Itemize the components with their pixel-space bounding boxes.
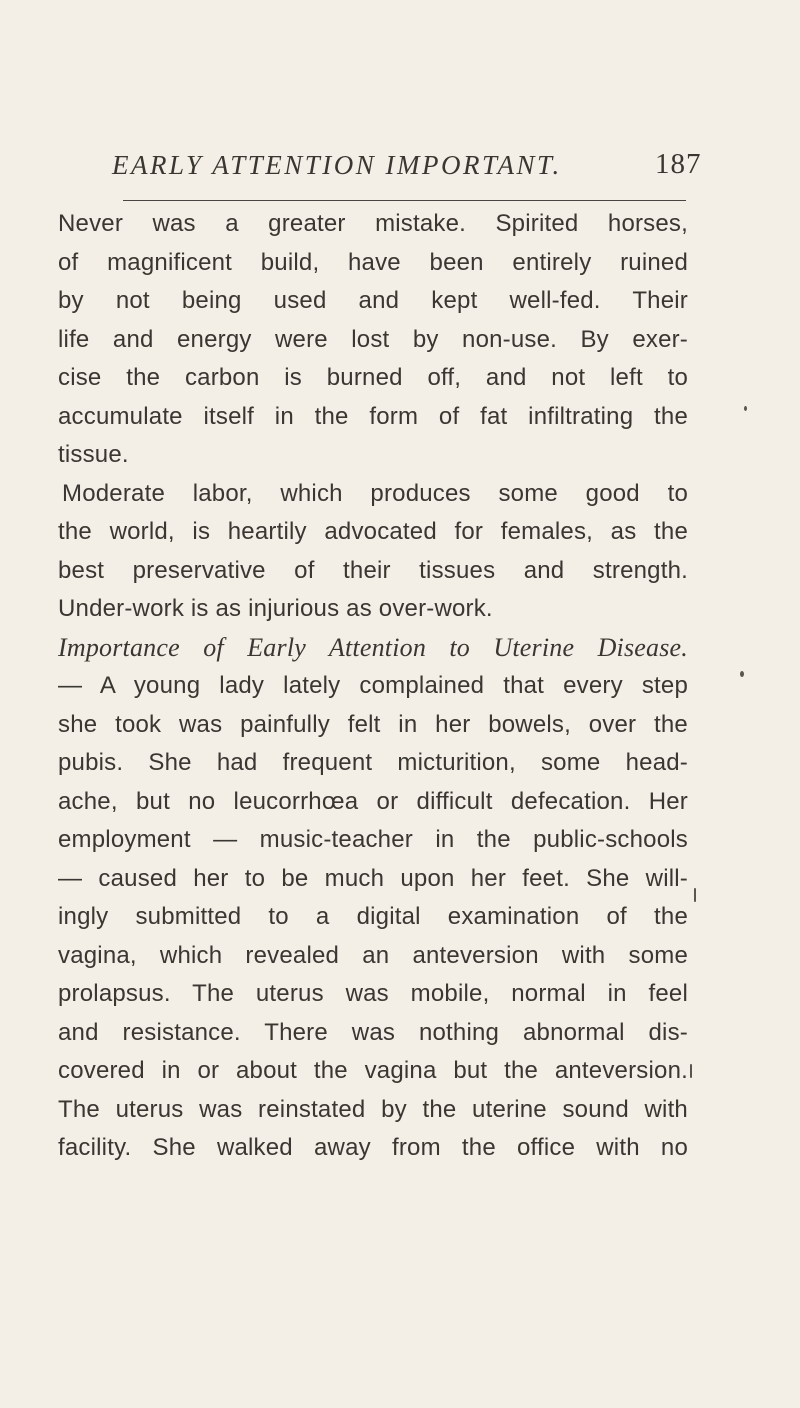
text-line: accumulate itself in the form of fat infiltrating the — [58, 402, 688, 430]
text-line: life and energy were lost by non-use. By exer- — [58, 325, 688, 353]
text-line: tissue. — [58, 441, 129, 468]
section-heading: Importance of Early Attention to Uterine Disease. — [58, 632, 688, 662]
header-rule — [123, 200, 686, 201]
text-line: cise the carbon is burned off, and not left to — [58, 364, 688, 391]
print-speck — [744, 406, 747, 411]
text-line: Never was a greater mistake. Spirited horses, — [58, 210, 688, 237]
text-line: best preservative of their tissues and strength. — [58, 556, 688, 584]
text-line: The uterus was reinstated by the uterine sound with — [58, 1095, 688, 1123]
text-line: ingly submitted to a digital examination of the — [58, 903, 688, 930]
body-text — [58, 205, 688, 1168]
text-line: Under-work is as injurious as over-work. — [58, 595, 493, 622]
text-line: employment — music-teacher in the public-schools — [58, 826, 688, 853]
text-line: prolapsus. The uterus was mobile, normal in feel — [58, 980, 688, 1007]
text-line: — A young lady lately complained that every step — [58, 672, 688, 699]
print-speck — [694, 888, 696, 902]
text-line: and resistance. There was nothing abnormal dis- — [58, 1018, 688, 1046]
text-line: by not being used and kept well-fed. Their — [58, 287, 688, 314]
page-number: 187 — [655, 148, 702, 180]
print-speck — [690, 1064, 692, 1078]
paragraph-start-line: Moderate labor, which produces some good to — [62, 479, 688, 507]
running-head-title: EARLY ATTENTION IMPORTANT. — [112, 150, 562, 180]
text-line: she took was painfully felt in her bowels, over the — [58, 710, 688, 738]
text-line: ache, but no leucorrhœa or difficult defecation. Her — [58, 787, 688, 815]
text-line: — caused her to be much upon her feet. She will- — [58, 864, 688, 892]
text-line: pubis. She had frequent micturition, some head- — [58, 749, 688, 776]
text-line: the world, is heartily advocated for females, as the — [58, 518, 688, 545]
running-head — [112, 150, 712, 190]
text-line: covered in or about the vagina but the anteversion. — [58, 1057, 688, 1084]
print-speck — [740, 671, 744, 677]
text-line: facility. She walked away from the office with no — [58, 1134, 688, 1161]
text-line: of magnificent build, have been entirely ruined — [58, 248, 688, 276]
text-line: vagina, which revealed an anteversion with some — [58, 941, 688, 969]
